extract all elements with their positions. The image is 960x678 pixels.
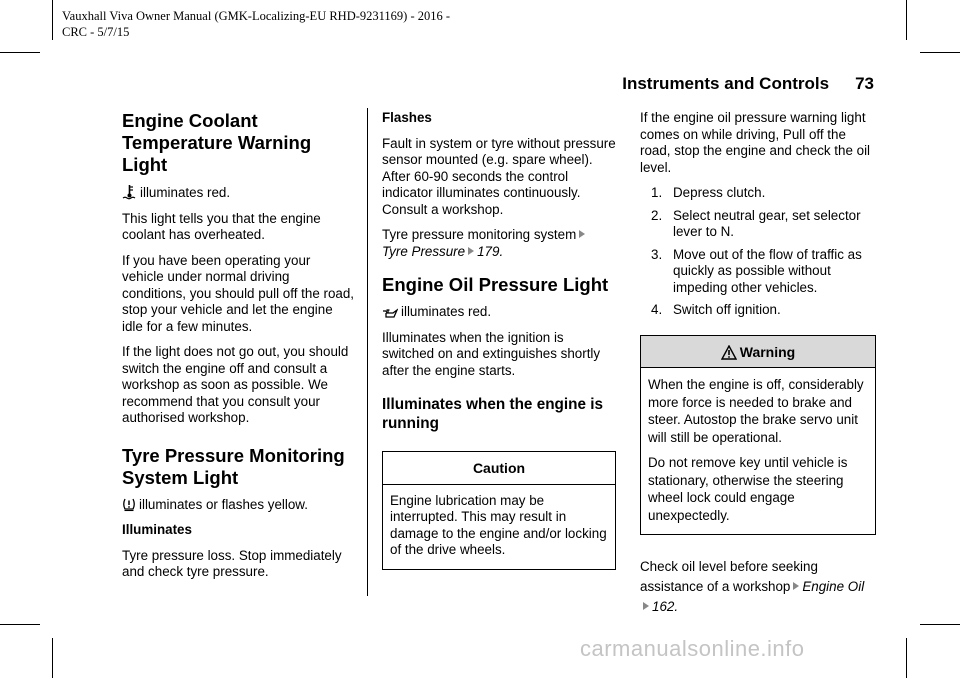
- coolant-status: illuminates red.: [122, 184, 354, 202]
- meta-line-1: Vauxhall Viva Owner Manual (GMK-Localizing-EU RHD-9231169) - 2016 -: [62, 9, 451, 23]
- meta-line-2: CRC - 5/7/15: [62, 25, 130, 39]
- page-number: 73: [855, 74, 874, 93]
- watermark: carmanualsonline.info: [580, 636, 805, 661]
- engine-oil-link-2[interactable]: Oil: [847, 579, 865, 594]
- crop-mark: [52, 638, 53, 678]
- column-3: [640, 110, 876, 626]
- warning-box: [640, 335, 876, 536]
- tyre-pressure-icon: [122, 497, 136, 512]
- crop-mark: [906, 638, 907, 678]
- warning-paragraph-2: Do not remove key until vehicle is stationary, otherwise the steering wheel lock could engage unexpectedly.: [648, 455, 848, 523]
- caution-title: Caution: [383, 452, 615, 485]
- reference-arrow-icon: [793, 582, 799, 590]
- list-item: 4. Switch off ignition.: [651, 302, 781, 317]
- list-item: 2. Select neutral gear, set selector lever to N.: [651, 207, 861, 239]
- illuminates-subheading: Illuminates: [122, 522, 192, 537]
- steps-list: [640, 185, 876, 319]
- caution-text: Engine lubrication may be interrupted. This may result in damage to the engine and/or locking of the drive wheels.: [390, 492, 607, 557]
- reference-arrow-icon: [468, 247, 474, 255]
- document-meta: [62, 8, 450, 40]
- warning-header: [641, 336, 875, 369]
- coolant-temperature-icon: [122, 184, 137, 200]
- warning-triangle-icon: [721, 345, 737, 360]
- crop-mark: [0, 52, 40, 53]
- oil-heading: Engine Oil Pressure Light: [382, 274, 609, 295]
- coolant-paragraph-3: If the light does not go out, you should switch the engine off and consult a workshop as soon as possible. We recommend that you consult your authorised workshop.: [122, 344, 349, 425]
- crop-mark: [906, 0, 907, 40]
- coolant-paragraph-1: This light tells you that the engine coolant has overheated.: [122, 210, 321, 242]
- oil-paragraph-1: Illuminates when the ignition is switched on and extinguishes shortly after the engine starts.: [382, 329, 601, 378]
- crop-mark: [0, 624, 40, 625]
- warning-title: Warning: [739, 343, 796, 360]
- tyre-heading: Tyre Pressure Monitoring System Light: [122, 444, 345, 488]
- coolant-heading: Engine Coolant Temperature Warning Light: [122, 110, 312, 175]
- coolant-paragraph-2: If you have been operating your vehicle under normal driving conditions, you should pull off the road, stop your vehicle and let the engine idle for a few minutes.: [122, 252, 355, 334]
- tpms-reference: Tyre pressure monitoring system Tyre Pressure 179.: [382, 227, 616, 260]
- reference-arrow-icon: [643, 602, 649, 610]
- column-divider: [367, 108, 368, 596]
- flashes-text: Fault in system or tyre without pressure sensor mounted (e.g. spare wheel). After 60-90 seconds the control indicator illuminates continuously. Consult a workshop.: [382, 135, 616, 217]
- check-oil-reference: Check oil level before seeking assistance of a workshop Engine Oil162.: [640, 559, 865, 614]
- crop-mark: [52, 0, 53, 40]
- engine-oil-page[interactable]: 162: [652, 599, 675, 614]
- illuminates-text: Tyre pressure loss. Stop immediately and check tyre pressure.: [122, 547, 342, 579]
- tyre-status: illuminates or flashes yellow.: [122, 497, 354, 514]
- flashes-subheading: Flashes: [382, 110, 432, 125]
- section-title: Instruments and Controls: [622, 74, 830, 93]
- oil-status: illuminates red.: [382, 304, 616, 321]
- column-1: [122, 110, 354, 590]
- oil-warning-intro: If the engine oil pressure warning light comes on while driving, Pull off the road, stop the engine and check the oil level.: [640, 110, 871, 175]
- running-header: [622, 74, 874, 94]
- list-item: 1. Depress clutch.: [651, 185, 766, 200]
- crop-mark: [920, 52, 960, 53]
- running-heading: Illuminates when the engine is running: [382, 396, 603, 432]
- oil-can-icon: [382, 307, 398, 319]
- engine-oil-link[interactable]: Engine: [802, 579, 845, 594]
- tyre-pressure-link[interactable]: Tyre Pressure: [382, 243, 466, 259]
- caution-box: [382, 451, 616, 570]
- column-2: [382, 110, 616, 584]
- warning-paragraph-1: When the engine is off, considerably more force is needed to brake and steer. Autostop the brake servo unit will still be operational.: [648, 377, 864, 445]
- reference-arrow-icon: [579, 230, 585, 238]
- list-item: 3. Move out of the flow of traffic as quickly as possible without impeding other vehicles.: [651, 246, 862, 295]
- tyre-pressure-page[interactable]: 179: [477, 243, 500, 259]
- crop-mark: [920, 624, 960, 625]
